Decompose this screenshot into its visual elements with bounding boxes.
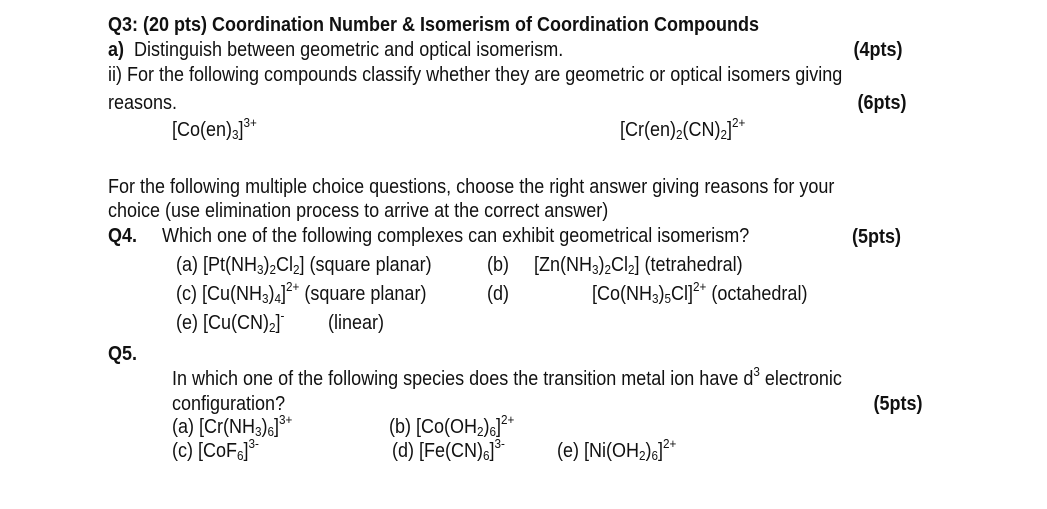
q3-part-a-text: Distinguish between geometric and optical isomerism.	[134, 39, 564, 61]
q5-option-b: (b) $[Co(OH_2)_6]^{2+}$	[389, 412, 515, 439]
q5-question-line2: configuration?	[172, 393, 286, 415]
compound-co-en3: $[Co(en)_3]^{3+}$	[172, 115, 257, 142]
q4-option-e-geometry: (linear)	[328, 312, 385, 334]
q5-option-d: (d) $[Fe(CN)_6]^{3-}$	[392, 436, 505, 463]
q4-question: Which one of the following complexes can exhibit geometrical isomerism?	[162, 225, 750, 247]
q4-option-b: $[Zn(NH_3)_2Cl_2]$ (tetrahedral)	[534, 254, 743, 277]
q4-option-d: $[Co(NH_3)_5Cl]^{2+}$ (octahedral)	[592, 279, 808, 306]
q3-part-a	[108, 40, 563, 60]
q5-points: (5pts)	[872, 393, 922, 415]
q3-part-a-label: a)	[108, 39, 125, 61]
instructions-line2: choice (use elimination process to arrive at the correct answer)	[108, 200, 609, 222]
q3-part-ii-line2: reasons.	[108, 92, 178, 114]
q4-option-d-label: (d)	[487, 283, 510, 305]
compound-cr-en2-cn2: $[Cr(en)_2(CN)_2]^{2+}$	[620, 115, 746, 142]
q5-question-line1: In which one of the following species does the transition metal ion have $d^3$ electronic	[172, 364, 842, 390]
q3-part-ii-points: (6pts)	[856, 92, 906, 114]
q5-label: Q5.	[108, 343, 138, 365]
q4-option-b-label: (b)	[487, 254, 510, 276]
q4-option-c: (c) $[Cu(NH_3)_4]^{2+}$ (square planar)	[176, 279, 427, 306]
instructions-line1: For the following multiple choice questions, choose the right answer giving reasons for your	[108, 176, 835, 198]
q3-part-a-points: (4pts)	[852, 39, 902, 61]
q5-option-c: (c) $[CoF_6]^{3-}$	[172, 436, 259, 463]
q4-points: (5pts)	[852, 226, 902, 248]
q3-part-ii-line1: ii) For the following compounds classify whether they are geometric or optical isomers giving	[108, 64, 843, 86]
q5-option-a: (a) $[Cr(NH_3)_6]^{3+}$	[172, 412, 293, 439]
q3-title: Q3: (20 pts) Coordination Number & Isomerism of Coordination Compounds	[108, 14, 760, 36]
q4-option-e: (e) $[Cu(CN)_2]^-$	[176, 308, 285, 335]
q4-label: Q4.	[108, 225, 138, 247]
q5-option-e: (e) $[Ni(OH_2)_6]^{2+}$	[557, 436, 677, 463]
q4-option-a: (a) $[Pt(NH_3)_2Cl_2]$ (square planar)	[176, 254, 432, 277]
